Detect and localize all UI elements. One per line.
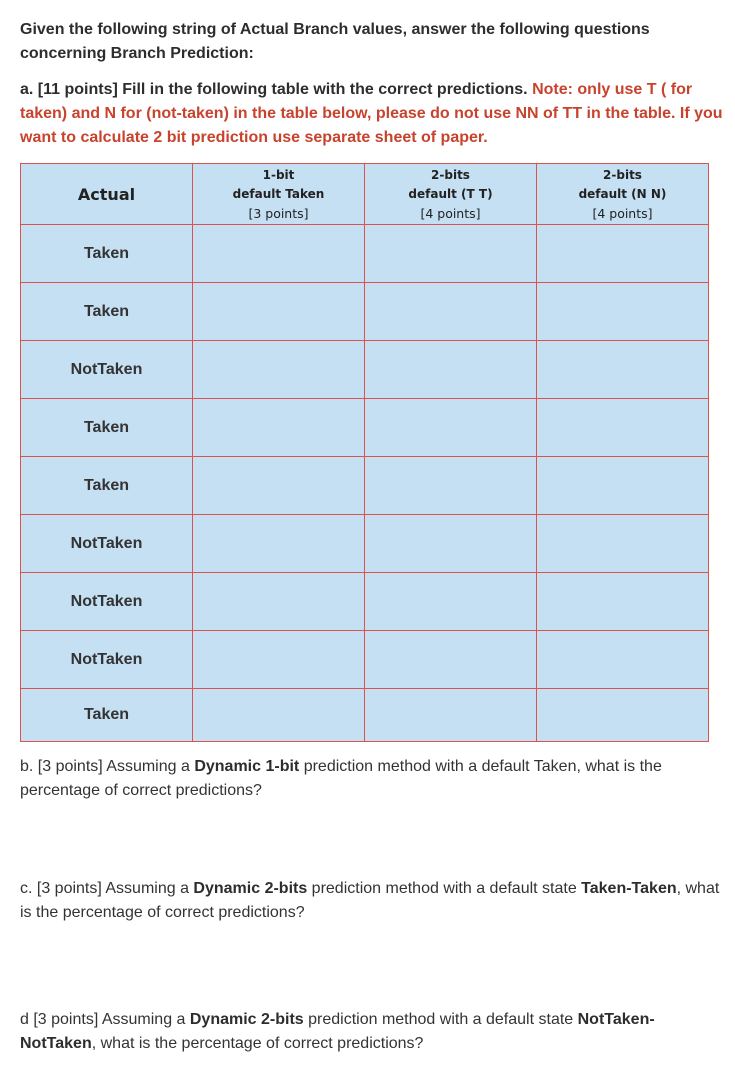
prediction-cell-2bit-tt[interactable]: [365, 689, 537, 742]
question-c: [20, 877, 725, 925]
prediction-cell-2bit-nn[interactable]: [537, 689, 709, 742]
prediction-cell-1bit[interactable]: [193, 631, 365, 689]
actual-cell: NotTaken: [21, 341, 193, 399]
question-d-pre: d [3 points] Assuming a: [20, 1011, 190, 1028]
header-1bit-line2: default Taken: [232, 186, 325, 201]
actual-cell: NotTaken: [21, 515, 193, 573]
question-c-method: Dynamic 2-bits: [193, 880, 308, 897]
header-1bit: [193, 164, 365, 225]
prediction-cell-1bit[interactable]: [193, 573, 365, 631]
actual-cell: Taken: [21, 689, 193, 742]
header-2bit-tt: [365, 164, 537, 225]
prediction-cell-1bit[interactable]: [193, 689, 365, 742]
question-c-state: Taken-Taken: [581, 880, 677, 897]
prediction-cell-2bit-tt[interactable]: [365, 341, 537, 399]
part-a-instructions: [20, 78, 728, 150]
actual-cell: Taken: [21, 399, 193, 457]
prediction-cell-2bit-tt[interactable]: [365, 631, 537, 689]
header-2bit-tt-line2: default (T T): [408, 186, 493, 201]
table-row: [21, 515, 709, 573]
header-1bit-points: [3 points]: [248, 205, 309, 221]
table-row: [21, 283, 709, 341]
header-2bit-nn-line2: default (N N): [578, 186, 667, 201]
table-row: [21, 399, 709, 457]
question-b-method: Dynamic 1-bit: [194, 758, 300, 775]
prediction-cell-2bit-nn[interactable]: [537, 341, 709, 399]
actual-cell: Taken: [21, 457, 193, 515]
prediction-cell-2bit-tt[interactable]: [365, 225, 537, 283]
question-d-state: NotTaken-NotTaken: [20, 1011, 655, 1052]
question-d-post: , what is the percentage of correct predictions?: [91, 1035, 424, 1052]
question-b: [20, 755, 725, 803]
prediction-cell-2bit-tt[interactable]: [365, 515, 537, 573]
actual-cell: Taken: [21, 283, 193, 341]
prediction-cell-2bit-nn[interactable]: [537, 515, 709, 573]
prediction-cell-2bit-nn[interactable]: [537, 225, 709, 283]
intro-text: Given the following string of Actual Branch values, answer the following questions concerning Branch Prediction:: [20, 21, 650, 62]
prediction-cell-1bit[interactable]: [193, 399, 365, 457]
actual-cell: NotTaken: [21, 573, 193, 631]
table-row: [21, 631, 709, 689]
prediction-cell-1bit[interactable]: [193, 283, 365, 341]
prediction-cell-2bit-nn[interactable]: [537, 573, 709, 631]
header-2bit-nn-points: [4 points]: [592, 205, 653, 221]
table-row: [21, 573, 709, 631]
header-actual: Actual: [21, 164, 193, 225]
table-header-row: [21, 164, 709, 225]
header-2bit-tt-points: [4 points]: [420, 205, 481, 221]
prediction-cell-1bit[interactable]: [193, 515, 365, 573]
table-row: [21, 341, 709, 399]
part-a-text: a. [11 points] Fill in the following table with the correct predictions.: [20, 81, 528, 98]
actual-cell: NotTaken: [21, 631, 193, 689]
prediction-cell-2bit-tt[interactable]: [365, 573, 537, 631]
prediction-cell-2bit-nn[interactable]: [537, 399, 709, 457]
prediction-cell-1bit[interactable]: [193, 225, 365, 283]
table-row: [21, 457, 709, 515]
header-2bit-nn-line1: 2-bits: [603, 167, 642, 182]
question-b-pre: b. [3 points] Assuming a: [20, 758, 195, 775]
prediction-cell-1bit[interactable]: [193, 457, 365, 515]
table-row: [21, 225, 709, 283]
header-2bit-nn: [537, 164, 709, 225]
part-a-note: Note: only use T ( for taken) and N for (not-taken) in the table below, please do not use NN of TT in the table. If you want to calculate 2 bit prediction use separate sheet of paper.: [20, 81, 723, 146]
table-row: [21, 689, 709, 742]
question-d-mid: prediction method with a default state: [303, 1011, 578, 1028]
question-c-post: , what is the percentage of correct predictions?: [20, 880, 720, 921]
actual-cell: Taken: [21, 225, 193, 283]
prediction-cell-2bit-tt[interactable]: [365, 283, 537, 341]
question-b-post: prediction method with a default Taken, what is the percentage of correct predictions?: [20, 758, 662, 799]
prediction-cell-2bit-nn[interactable]: [537, 283, 709, 341]
prediction-cell-1bit[interactable]: [193, 341, 365, 399]
prediction-cell-2bit-tt[interactable]: [365, 399, 537, 457]
question-d: [20, 1008, 725, 1056]
question-c-mid: prediction method with a default state: [307, 880, 582, 897]
prediction-cell-2bit-nn[interactable]: [537, 631, 709, 689]
header-2bit-tt-line1: 2-bits: [431, 167, 470, 182]
question-c-pre: c. [3 points] Assuming a: [20, 880, 194, 897]
header-1bit-line1: 1-bit: [262, 167, 295, 182]
question-d-method: Dynamic 2-bits: [189, 1011, 304, 1028]
prediction-table: [20, 163, 709, 742]
prediction-cell-2bit-nn[interactable]: [537, 457, 709, 515]
prediction-cell-2bit-tt[interactable]: [365, 457, 537, 515]
